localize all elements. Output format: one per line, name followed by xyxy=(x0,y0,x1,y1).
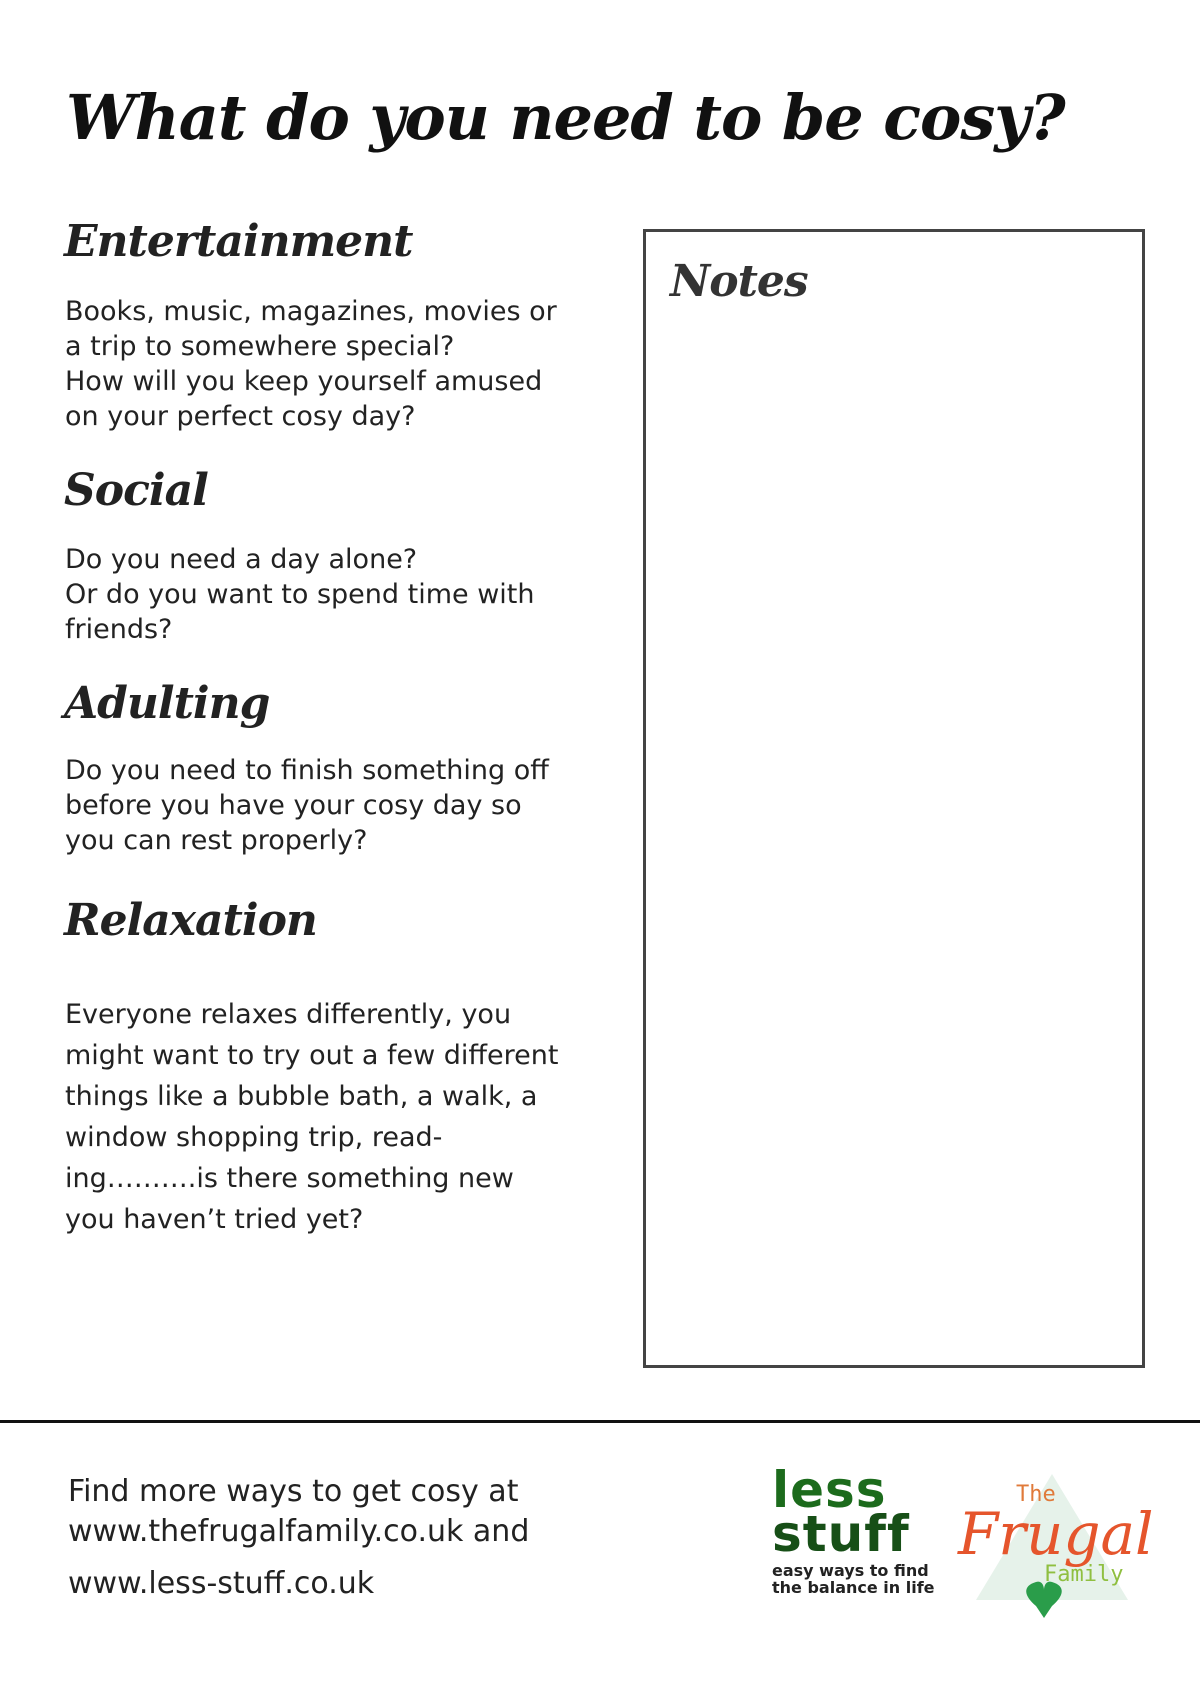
logo-text-the: The xyxy=(1016,1482,1056,1507)
section-text-relaxation xyxy=(65,994,585,1240)
text-line: on your perfect cosy day? xyxy=(65,401,416,432)
text-line: window shopping trip, read- xyxy=(65,1122,443,1153)
frugal-family-logo xyxy=(952,1462,1152,1632)
section-text-adulting xyxy=(65,753,585,858)
footer-text xyxy=(68,1472,668,1604)
text-line: Do you need a day alone? xyxy=(65,544,418,575)
less-stuff-logo xyxy=(772,1461,952,1608)
logo-text-family: Family xyxy=(1044,1562,1124,1587)
section-heading-social: Social xyxy=(64,465,208,516)
text-line: How will you keep yourself amused xyxy=(65,366,543,397)
text-line: Books, music, magazines, movies or xyxy=(65,296,557,327)
text-line: a trip to somewhere special? xyxy=(65,331,455,362)
footer-divider xyxy=(0,1420,1200,1423)
section-heading-adulting: Adulting xyxy=(64,678,270,729)
footer-link-less-stuff[interactable]: www.less-stuff.co.uk xyxy=(68,1566,375,1601)
text-line: you haven’t tried yet? xyxy=(65,1204,364,1235)
footer-line: Find more ways to get cosy at xyxy=(68,1474,519,1509)
logo-text-frugal: Frugal xyxy=(958,1500,1154,1568)
section-text-social xyxy=(65,542,585,647)
text-line: Everyone relaxes differently, you xyxy=(65,999,512,1030)
text-line: before you have your cosy day so xyxy=(65,790,522,821)
text-line: Do you need to finish something off xyxy=(65,755,549,786)
text-line: you can rest properly? xyxy=(65,825,368,856)
text-line: Or do you want to spend time with xyxy=(65,579,535,610)
logo-text-less: less xyxy=(772,1461,887,1519)
logo-text-stuff: stuff xyxy=(772,1505,910,1563)
text-line: things like a bubble bath, a walk, a xyxy=(65,1081,538,1112)
notes-box[interactable] xyxy=(643,229,1145,1368)
section-heading-entertainment: Entertainment xyxy=(64,216,413,267)
text-line: might want to try out a few different xyxy=(65,1040,559,1071)
text-line: friends? xyxy=(65,614,173,645)
logo-tagline-line1: easy ways to find xyxy=(772,1561,929,1580)
logo-tagline-line2: the balance in life xyxy=(772,1578,935,1597)
page-title: What do you need to be cosy? xyxy=(66,81,1065,154)
notes-title: Notes xyxy=(670,256,808,307)
section-heading-relaxation: Relaxation xyxy=(64,895,317,946)
footer-link-thefrugalfamily[interactable]: www.thefrugalfamily.co.uk and xyxy=(68,1514,530,1549)
section-text-entertainment xyxy=(65,294,585,434)
text-line: ing……….is there something new xyxy=(65,1163,514,1194)
